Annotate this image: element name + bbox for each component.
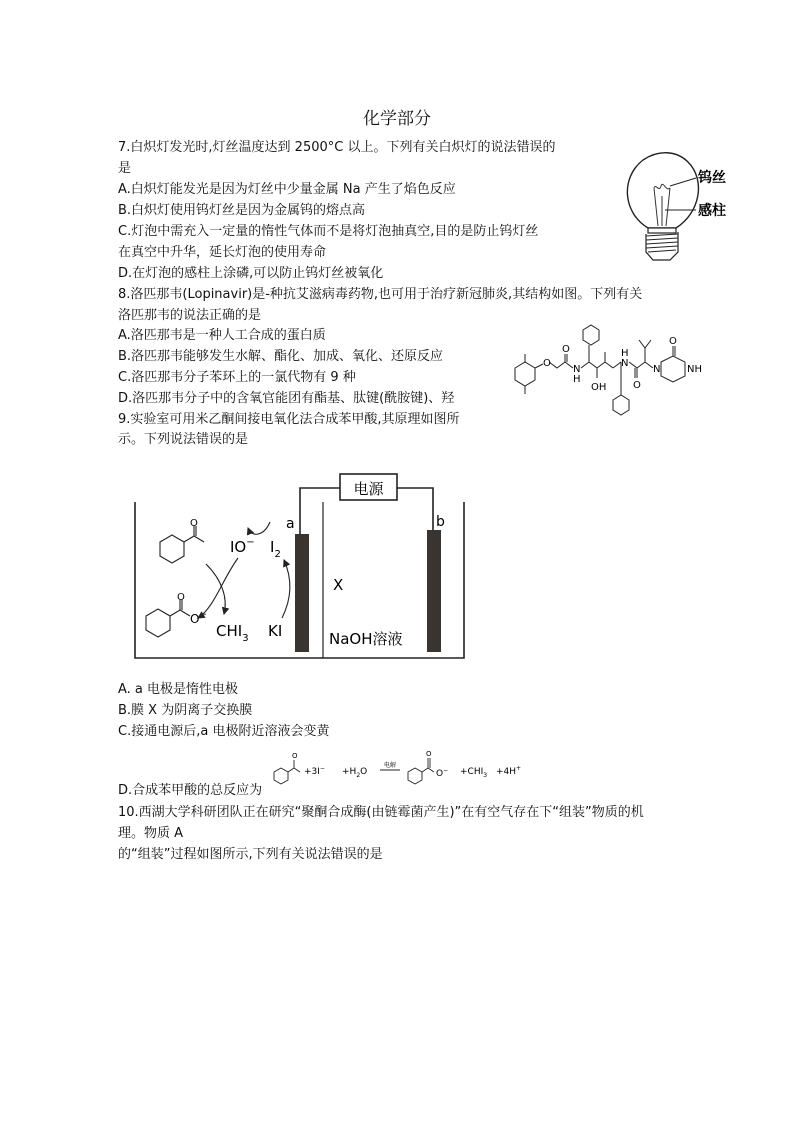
- q9-option-a: A. a 电极是惰性电极: [118, 682, 239, 697]
- naoh-solution-label: NaOH溶液: [329, 630, 403, 648]
- q10-stem-line3: 的“组装”过程如图所示,下列有关说法错误的是: [118, 847, 383, 862]
- eq-plus-iodoform: $+CHI_3$: [460, 767, 488, 779]
- struct-n1: N: [573, 364, 581, 375]
- eq-plus-iodide: +3I−: [304, 765, 325, 777]
- light-bulb-figure: [608, 148, 758, 268]
- q7-option-c-line2: 在真空中升华，延长灯泡的使用寿命: [118, 245, 327, 260]
- acetophenone-o: O: [190, 518, 198, 529]
- struct-h2: H: [621, 348, 629, 359]
- q7-stem-line2: 是: [118, 161, 132, 176]
- struct-h1: H: [573, 374, 581, 385]
- q10-stem-line1: 10.西湖大学科研团队正在研究“聚酮合成酶(由链霉菌产生)”在有空气存在下“组装”物质的机: [118, 805, 644, 820]
- eq-plus-hydrogen: +4H+: [496, 765, 522, 777]
- struct-n2: N: [621, 358, 629, 369]
- membrane-label: X: [333, 576, 344, 594]
- eq-o2: O: [426, 750, 432, 758]
- electrode-b-label: b: [436, 514, 445, 530]
- struct-o2: O: [562, 344, 570, 355]
- electrode-b: [427, 530, 441, 652]
- electrolysis-cell: [130, 468, 470, 664]
- eq-benzoate-o: O−: [436, 767, 449, 779]
- q8-option-c: C.洛匹那韦分子苯环上的一氯代物有 9 种: [118, 370, 356, 385]
- overall-reaction-equation: [270, 742, 520, 794]
- q10-stem-line2: 理。物质 A: [118, 826, 184, 841]
- q9-stem-line2: 示。下列说法错误的是: [118, 432, 249, 447]
- power-label: 电源: [353, 480, 384, 498]
- q8-option-d: D.洛匹那韦分子中的含氧官能团有酯基、肽键(酰胺键)、羟: [118, 391, 455, 406]
- q7-option-a: A.白炽灯能发光是因为灯丝中少量金属 Na 产生了焰色反应: [118, 182, 456, 197]
- iodine-label: $I_2$: [270, 538, 281, 560]
- electrode-a-label: a: [286, 516, 295, 532]
- section-title: 化学部分: [363, 109, 431, 129]
- q9-option-c: C.接通电源后,a 电极附近溶液会变黄: [118, 724, 330, 739]
- struct-n3: N: [653, 364, 661, 375]
- benzoate-o: O: [177, 592, 185, 603]
- struct-nh: NH: [687, 364, 702, 375]
- struct-o4: O: [669, 336, 677, 347]
- q8-option-a: A.洛匹那韦是一种人工合成的蛋白质: [118, 328, 326, 343]
- q8-stem-line1: 8.洛匹那韦(Lopinavir)是-种抗艾滋病毒药物,也可用于治疗新冠肺炎,其结构如图。下列有关: [118, 287, 643, 302]
- struct-o1: O: [543, 358, 551, 369]
- q8-stem-line2: 洛匹那韦的说法正确的是: [118, 308, 262, 323]
- q9-option-b: B.膜 X 为阴离子交换膜: [118, 703, 253, 718]
- q9-option-d: D.合成苯甲酸的总反应为: [118, 783, 263, 798]
- q7-option-c-line1: C.灯泡中需充入一定量的惰性气体而不是将灯泡抽真空,目的是防止钨灯丝: [118, 224, 539, 239]
- electrode-a: [295, 534, 309, 652]
- struct-oh: OH: [591, 382, 607, 393]
- eq-plus-water: $+H_2O$: [342, 767, 368, 779]
- q7-option-d: D.在灯泡的感柱上涂磷,可以防止钨灯丝被氧化: [118, 266, 384, 281]
- eq-arrow-label: 电解: [383, 762, 397, 769]
- benzoate-o-minus: O−: [190, 610, 207, 626]
- q8-option-b: B.洛匹那韦能够发生水解、酯化、加成、氧化、还原反应: [118, 349, 444, 364]
- q7-stem-line1: 7.白炽灯发光时,灯丝温度达到 2500°C 以上。下列有关白炽灯的说法错误的: [118, 140, 556, 155]
- lopinavir-structure: [505, 318, 735, 428]
- q7-option-b: B.白炽灯使用钨灯丝是因为金属钨的熔点高: [118, 203, 366, 218]
- struct-o3: O: [633, 380, 641, 391]
- pillar-label: 感柱: [698, 203, 726, 219]
- ki-label: KI: [268, 622, 283, 640]
- eq-o1: O: [292, 752, 298, 760]
- tungsten-wire-label: 钨丝: [698, 170, 726, 186]
- hypoiodite-label: IO−: [230, 537, 255, 556]
- q9-stem-line1: 9.实验室可用米乙酮间接电氧化法合成苯甲酸,其原理如图所: [118, 412, 460, 427]
- iodoform-label: $CHI_3$: [216, 622, 249, 644]
